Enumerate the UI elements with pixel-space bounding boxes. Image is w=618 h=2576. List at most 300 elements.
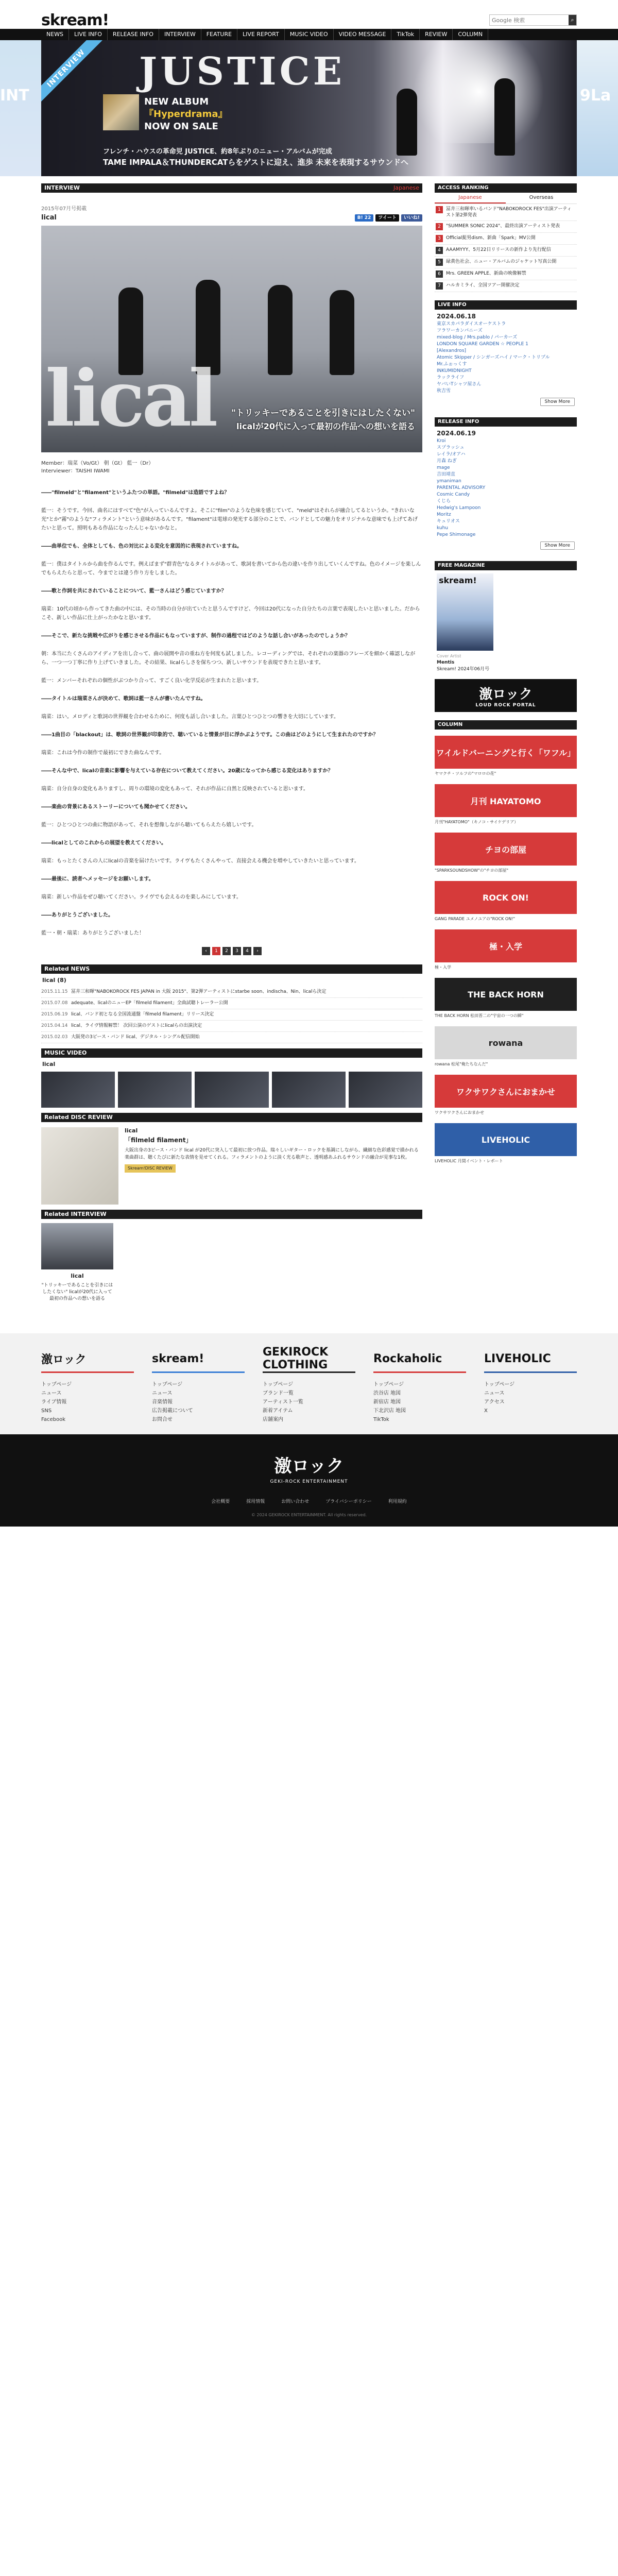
banner-light <box>402 40 556 143</box>
magazine-cover-logo: skream! <box>439 575 477 585</box>
member-figure <box>268 285 293 375</box>
nav-item[interactable]: RELEASE INFO <box>108 29 159 40</box>
next-page-icon[interactable]: › <box>253 947 262 955</box>
footer-bottom-link[interactable]: 会社概要 <box>211 1499 230 1504</box>
page-button[interactable]: 4 <box>243 947 251 955</box>
ranking-item[interactable] <box>435 245 577 257</box>
nav-item[interactable]: REVIEW <box>420 29 453 40</box>
interview-answer: 朝：本当にたくさんのアイディアを出し合って、曲の展開や音の重ね方を何度も試しました。レコーディングでは、それぞれの楽器のフレーズを細かく確認しながら、一つ一つ丁寧に作り上げていきました。その結果、licalらしさを保ちつつ、新しいサウンドを表現できたと思います。 <box>41 651 416 666</box>
news-date: 2015.04.14 <box>41 1023 68 1028</box>
banner-person <box>494 78 515 156</box>
interview-question: ――最後に、読者へメッセージをお願いします。 <box>41 876 154 882</box>
artist-row <box>41 214 422 222</box>
release-artist-link[interactable]: 月森 ねぎ <box>437 459 457 464</box>
album-line3: NOW ON SALE <box>144 121 218 132</box>
tab-overseas[interactable]: Overseas <box>529 195 554 200</box>
column-banner-title: THE BACK HORN <box>468 989 544 999</box>
footer-link[interactable]: SNS <box>41 1408 52 1414</box>
news-title[interactable]: adequate、licalのニューEP「filmeld filament」全曲試聴トレーラー公開 <box>71 1001 228 1006</box>
music-video-header: MUSIC VIDEO <box>41 1048 422 1058</box>
prev-page-icon[interactable]: ‹ <box>202 947 210 955</box>
footer-site-logo[interactable]: LIVEHOLIC <box>484 1352 551 1365</box>
photo-quote-1: "トリッキーであることを引きにはしたくない" <box>231 408 415 418</box>
section-title: INTERVIEW <box>44 184 80 191</box>
release-item <box>437 445 575 451</box>
nav-item[interactable]: LIVE INFO <box>69 29 108 40</box>
release-item <box>437 438 575 445</box>
footer-link[interactable]: トップページ <box>484 1382 515 1387</box>
footer-logo[interactable]: 激ロック <box>274 1456 344 1477</box>
release-show-more-button[interactable]: Show More <box>540 541 575 550</box>
release-item <box>437 465 575 471</box>
live-item <box>437 375 575 381</box>
column-banner[interactable] <box>435 1123 577 1163</box>
column-banner[interactable] <box>435 1026 577 1066</box>
nav-item[interactable]: NEWS <box>41 29 69 40</box>
interview-answer: 瑞菜：これは今作の制作で最初にできた曲なんです。 <box>41 750 165 756</box>
release-item <box>437 451 575 458</box>
column-banner[interactable] <box>435 978 577 1018</box>
banner-side-left-text: INT <box>0 87 29 105</box>
ranking-title[interactable]: 緑黄色社会、ニュー・アルバムのジャケット写真公開 <box>446 259 557 264</box>
footer-link[interactable]: ニュース <box>484 1391 505 1396</box>
nav-item[interactable]: VIDEO MESSAGE <box>334 29 392 40</box>
banner-side-right-text: 9La <box>580 87 611 105</box>
footer-link[interactable]: 店舗案内 <box>263 1417 283 1422</box>
news-item[interactable] <box>41 1009 422 1021</box>
magazine-cover-label: Cover Artist <box>437 654 461 658</box>
interviewer-credit: Interviewer：TAISHI IWAMI <box>41 468 110 474</box>
footer-link[interactable]: 音楽情報 <box>152 1399 173 1405</box>
footer-link[interactable]: お問合せ <box>152 1417 173 1422</box>
nav-item[interactable]: MUSIC VIDEO <box>285 29 334 40</box>
disc-jacket[interactable] <box>41 1127 118 1205</box>
footer-link[interactable]: 新宿店 地図 <box>373 1399 401 1405</box>
release-artist-link[interactable]: Hedwig's Lampoon <box>437 505 481 511</box>
banner-side-right[interactable] <box>577 40 618 176</box>
global-nav <box>0 29 618 40</box>
live-info-header: LIVE INFO <box>435 300 577 310</box>
live-artist-link[interactable]: Mr.ふぉっくす <box>437 362 467 367</box>
related-interview-header: Related INTERVIEW <box>41 1210 422 1219</box>
release-info-header: RELEASE INFO <box>435 417 577 427</box>
site-footer <box>0 1333 618 1527</box>
release-artist-link[interactable]: 吉田靖直 <box>437 472 456 477</box>
interview-answer: 瑞菜：新しい作品をぜひ聴いてください。ライヴでも会えるのを楽しみにしています。 <box>41 894 242 900</box>
interview-question: ――楽曲の背景にあるストーリーについても聞かせてください。 <box>41 804 191 810</box>
release-artist-link[interactable]: くじら <box>437 499 451 504</box>
photo-band-logo: lical <box>45 353 215 444</box>
live-artist-link[interactable]: フラワーカンパニーズ <box>437 328 483 333</box>
site-header <box>41 11 577 29</box>
release-artist-link[interactable]: Cosmic Candy <box>437 492 470 497</box>
release-item <box>437 512 575 518</box>
portal-sub: LOUD ROCK PORTAL <box>475 702 536 708</box>
column-banner[interactable] <box>435 929 577 970</box>
live-artist-link[interactable]: LONDON SQUARE GARDEN ☆ PEOPLE 1 <box>437 342 528 347</box>
live-artist-link[interactable]: ラックライフ <box>437 375 465 380</box>
news-item[interactable] <box>41 987 422 998</box>
nav-item[interactable]: TikTok <box>391 29 420 40</box>
column-banner[interactable] <box>435 881 577 921</box>
magazine-cover[interactable] <box>437 573 493 651</box>
footer-link[interactable]: 新着アイテム <box>263 1408 293 1414</box>
search-icon[interactable]: ⌕ <box>569 15 576 25</box>
footer-bottom-link[interactable]: お問い合わせ <box>281 1499 310 1504</box>
footer-site-column <box>41 1349 134 1424</box>
column-caption[interactable]: ヤマクチ・ツルフの"マロロの花" <box>435 771 496 776</box>
column-header: COLUMN <box>435 720 577 730</box>
video-thumbnail[interactable] <box>349 1072 422 1108</box>
video-thumbnail[interactable] <box>195 1072 268 1108</box>
release-artist-link[interactable]: kuhu <box>437 526 449 531</box>
footer-link[interactable]: ライブ情報 <box>41 1399 67 1405</box>
release-info <box>435 417 577 553</box>
footer-link[interactable]: 下北沢店 地図 <box>373 1408 406 1414</box>
related-news-header: Related NEWS <box>41 964 422 974</box>
live-item <box>437 381 575 388</box>
ranking-item[interactable] <box>435 233 577 245</box>
related-news-artist[interactable]: lical (8) <box>42 977 66 984</box>
live-artist-link[interactable]: INKUMIDNIGHT <box>437 368 472 374</box>
footer-site-links <box>152 1380 245 1424</box>
column-banner-title: ワクサワクさんにおまかせ <box>456 1087 555 1097</box>
interview-question: ――ありがとうございました。 <box>41 912 113 918</box>
footer-link[interactable]: 渋谷店 地図 <box>373 1391 401 1396</box>
members-credit: Member：瑞菜（Vo/Gt） 朝（Gt） 藍一（Dr） <box>41 461 154 466</box>
footer-bottom-link[interactable]: 採用情報 <box>246 1499 265 1504</box>
footer-site-underline <box>41 1371 134 1373</box>
footer-logo-sub: GEKI-ROCK ENTERTAINMENT <box>270 1479 348 1484</box>
interview-question: ――"filmeld"と"filament"というふたつの単語。"filmeld"は造語ですよね？ <box>41 490 230 496</box>
footer-link[interactable]: トップページ <box>263 1382 294 1387</box>
release-item <box>437 505 575 512</box>
video-thumbnail[interactable] <box>41 1072 115 1108</box>
interview-answer: 瑞菜：はい。メロディと歌詞の世界観を合わせるために、何度も話し合いました。言葉ひとつひとつの響きを大切にしています。 <box>41 714 339 720</box>
live-list <box>435 321 577 395</box>
ranking-title[interactable]: "SUMMER SONIC 2024"、最終出演アーティスト発表 <box>446 224 560 229</box>
news-title[interactable]: lical、バンド初となる全国流通盤「filmeld filament」リリース決定 <box>71 1012 214 1017</box>
column-banner-title: 極・入学 <box>489 941 522 952</box>
live-item <box>437 348 575 354</box>
interview-answer: 藍一・朝・瑞菜：ありがとうございました！ <box>41 930 144 936</box>
release-list <box>435 438 577 538</box>
footer-site-column <box>263 1346 355 1424</box>
article-column <box>41 183 422 1302</box>
ranking-title[interactable]: 冨井三和暉率いるバンド"NABOKOROCK FES"出演アーティスト第2弾発表 <box>446 207 572 218</box>
interview-ribbon: INTERVIEW <box>41 40 102 105</box>
release-item <box>437 532 575 538</box>
column-banner-title: 月刊 HAYATOMO <box>470 796 541 806</box>
photo-quote-2: licalが20代に入って最初の作品への想いを語る <box>236 421 415 431</box>
news-item[interactable] <box>41 1021 422 1032</box>
live-artist-link[interactable]: 秋吉雪 <box>437 388 451 394</box>
ranking-item[interactable] <box>435 221 577 233</box>
interview-answer: 瑞菜：もっとたくさんの人にlicalの音楽を届けたいです。ライヴもたくさんやって、直接会える機会を増やしていきたいと思っています。 <box>41 858 359 864</box>
release-artist-link[interactable]: Pepe Shimonage <box>437 532 476 537</box>
release-item <box>437 485 575 492</box>
live-item <box>437 328 575 334</box>
ranking-item[interactable] <box>435 257 577 268</box>
banner-artist-logo: JUSTICE <box>139 49 345 94</box>
news-date: 2015.06.19 <box>41 1012 68 1017</box>
live-item <box>437 354 575 361</box>
column-caption[interactable]: THE BACK HORN 松田晋二の"宇宙の一つの瞬" <box>435 1013 524 1018</box>
live-artist-link[interactable]: [Alexandros] <box>437 348 467 353</box>
column-banner[interactable] <box>435 833 577 873</box>
live-item <box>437 368 575 375</box>
footer-site-links <box>484 1380 577 1415</box>
album-announcement <box>144 96 228 133</box>
sidebar <box>435 183 577 1302</box>
access-ranking <box>435 183 577 292</box>
footer-site-links <box>373 1380 466 1424</box>
top-spacer <box>0 0 618 11</box>
footer-site-column <box>373 1349 466 1424</box>
footer-link[interactable]: 広告掲載について <box>152 1408 193 1414</box>
tab-japanese[interactable]: Japanese <box>435 193 506 204</box>
live-item <box>437 361 575 368</box>
ranking-item[interactable] <box>435 280 577 292</box>
magazine-issue[interactable]: Skream! 2024年06月号 <box>437 667 490 672</box>
release-artist-link[interactable]: PARENTAL ADVISORY <box>437 485 486 490</box>
rank-number: 6 <box>436 270 443 278</box>
search-input[interactable] <box>490 15 569 25</box>
column-caption[interactable]: 月刊"HAYATOMO"（キノコ・サイケデリア） <box>435 820 519 824</box>
live-show-more-button[interactable]: Show More <box>540 398 575 406</box>
rank-number: 1 <box>436 206 443 213</box>
release-item <box>437 478 575 485</box>
footer-link[interactable]: トップページ <box>41 1382 72 1387</box>
footer-site-logo[interactable]: skream! <box>152 1352 204 1365</box>
language-label[interactable]: Japanese <box>393 184 419 191</box>
rank-number: 4 <box>436 247 443 254</box>
ranking-list <box>435 204 577 292</box>
column-caption[interactable]: rowana 松尾"俺たちなんだ" <box>435 1062 488 1066</box>
column-caption[interactable]: GANG PARADE ユメノユアの"ROCK ON!" <box>435 917 516 921</box>
nav-item[interactable]: LIVE REPORT <box>237 29 285 40</box>
column-banner-title: ROCK ON! <box>483 892 529 903</box>
interview-answer: 藍一：ひとつひとつの曲に物語があって、それを想像しながら聴いてもらえたら嬉しいです。 <box>41 822 257 828</box>
footer-bottom <box>0 1434 618 1527</box>
live-artist-link[interactable]: mixed-blog / Mrs.pablo / パーカーズ <box>437 335 518 340</box>
artist-name[interactable]: lical <box>41 214 57 222</box>
related-news-list <box>41 987 422 1043</box>
footer-site-logo[interactable]: GEKIROCK CLOTHING <box>263 1346 329 1371</box>
column-banner-title: LIVEHOLIC <box>481 1134 530 1145</box>
related-interview-thumb[interactable] <box>41 1223 113 1269</box>
magazine-artist[interactable]: Mentis <box>437 660 455 665</box>
live-artist-link[interactable]: 東京スカパラダイスオーケストラ <box>437 321 506 327</box>
footer-links <box>0 1498 618 1504</box>
page-button[interactable]: 1 <box>212 947 220 955</box>
footer-link[interactable]: ニュース <box>41 1391 62 1396</box>
footer-link[interactable]: トップページ <box>373 1382 404 1387</box>
rank-number: 7 <box>436 282 443 290</box>
interview-question: ――歌と作詞を共にされていることについて、藍一さんはどう感じていますか？ <box>41 588 227 594</box>
column-banner-title: rowana <box>488 1038 523 1048</box>
release-artist-link[interactable]: mage <box>437 465 450 470</box>
footer-link[interactable]: アーティスト一覧 <box>263 1399 303 1405</box>
video-thumbnail[interactable] <box>118 1072 192 1108</box>
footer-site-underline <box>484 1371 577 1373</box>
news-title[interactable]: 大阪発の3ピース・バンド lical、デジタル・シングル配信開始 <box>71 1035 200 1040</box>
ranking-title[interactable]: ハルカミライ、全国ツアー開催決定 <box>446 283 520 288</box>
release-item <box>437 518 575 525</box>
page-button[interactable]: 2 <box>222 947 231 955</box>
footer-site-links <box>263 1380 355 1424</box>
news-item[interactable] <box>41 998 422 1009</box>
like-button[interactable]: いいね! <box>401 214 422 222</box>
release-artist-link[interactable]: スプラッシュ <box>437 445 465 450</box>
ranking-title[interactable]: AAAMYYY、5月22日リリースの新作より先行配信 <box>446 247 551 252</box>
album-title: 『Hyperdrama』 <box>144 109 228 120</box>
ranking-item[interactable] <box>435 204 577 221</box>
footer-site-links <box>41 1380 134 1424</box>
footer-link[interactable]: Facebook <box>41 1417 65 1422</box>
ranking-title[interactable]: Official髭男dism、新曲「Spark」MV公開 <box>446 235 536 241</box>
interview-answer: 藍一：そうです。今回、曲名にはすべて"色"が入っているんですよ。そこに"film"のような色味を感じていて、"meld"はそれらが融合してるというか。"きれいな光"とか"霧"のような"フィラメント"という意味があるんです。"filament"は電球の発光する部分のことで、バンドとしての魅力をオリジナルな意味でも上げてあげたいと思って。照明もある作品になったんじゃないかなと。 <box>41 508 418 531</box>
interview-question: ――licalとしてのこれからの展望を教えてください。 <box>41 840 166 846</box>
news-date: 2015.02.03 <box>41 1035 68 1040</box>
disc-title[interactable]: 「filmeld filament」 <box>125 1137 192 1144</box>
banner-caption-1: フレンチ・ハウスの革命児 JUSTICE、約8年ぶりのニュー・アルバムが完成 <box>103 148 332 156</box>
footer-site-logo[interactable]: 激ロック <box>41 1353 87 1366</box>
related-interview-card[interactable] <box>41 1223 113 1302</box>
disc-review-text: 大阪出身の3ピース・バンド lical が20代に突入して最初に放つ作品。瑞々しいギター・ロックを基調にしながら、繊細な色彩感覚で描かれる楽曲群は、聴くたびに新たな表情を見せてくれる。フィラメントのように淡く光る歌声と、透明感あふれるサウンドの融合が見事な1枚。 <box>125 1148 419 1160</box>
ranking-tabs <box>435 193 577 204</box>
news-date: 2015.11.15 <box>41 989 68 994</box>
nav-item[interactable]: INTERVIEW <box>159 29 201 40</box>
release-artist-link[interactable]: Kroi <box>437 438 446 444</box>
related-interview-desc[interactable]: "トリッキーであることを引きにはしたくない" licalが20代に入って最初の作品への想いを語る <box>41 1283 113 1301</box>
hero-banner[interactable] <box>41 40 577 176</box>
copyright: © 2024 GEKIROCK ENTERTAINMENT. All rights reserved. <box>251 1513 367 1517</box>
column-caption[interactable]: ワクサワクさんにおまかせ <box>435 1110 484 1115</box>
interview-answer: 瑞菜：自分自身の変化もありますし、周りの環境の変化もあって、それが作品に自然と反映されていると思います。 <box>41 786 308 792</box>
hatena-button[interactable]: B! 22 <box>355 214 374 222</box>
banner-person <box>397 89 417 156</box>
tweet-button[interactable]: ツイート <box>375 214 399 222</box>
release-item <box>437 498 575 505</box>
ranking-header: ACCESS RANKING <box>435 183 577 193</box>
footer-link[interactable]: TikTok <box>373 1417 389 1422</box>
pagination <box>41 947 422 955</box>
footer-bottom-link[interactable]: 利用規約 <box>388 1499 407 1504</box>
footer-link[interactable]: トップページ <box>152 1382 183 1387</box>
artist-photo <box>41 226 422 452</box>
news-date: 2015.07.08 <box>41 1001 68 1006</box>
disc-artist[interactable]: lical <box>125 1127 138 1134</box>
column-caption[interactable]: 極・入学 <box>435 965 451 970</box>
column-banner[interactable] <box>435 1075 577 1115</box>
nav-item[interactable]: COLUMN <box>453 29 488 40</box>
footer-link[interactable]: X <box>484 1408 488 1414</box>
credits <box>41 460 422 475</box>
interview-question: ――曲単位でも、全体としても、色の対比による変化を意図的に表現されていますね。 <box>41 544 242 549</box>
rank-number: 5 <box>436 259 443 266</box>
ranking-item[interactable] <box>435 268 577 280</box>
news-title[interactable]: lical、ライヴ情報解禁！ 次回公演のゲストにlicalらの出演決定 <box>71 1023 202 1028</box>
interview-question: ――そんな中で、licalの音楽に影響を与えている存在について教えてください。20歳になってから感じる変化はありますか？ <box>41 768 333 774</box>
magazine-header: FREE MAGAZINE <box>435 561 577 570</box>
live-item <box>437 341 575 348</box>
portal-logo: 激ロック <box>479 686 533 702</box>
rank-number: 2 <box>436 223 443 230</box>
release-artist-link[interactable]: レイラ/オアハ <box>437 452 466 457</box>
gekirock-portal-banner[interactable] <box>435 679 577 712</box>
footer-bottom-link[interactable]: プライバシーポリシー <box>325 1499 372 1504</box>
music-video-thumbs <box>41 1072 422 1108</box>
release-item <box>437 471 575 478</box>
footer-link[interactable]: アクセス <box>484 1399 505 1405</box>
video-thumbnail[interactable] <box>272 1072 346 1108</box>
live-artist-link[interactable]: Atomic Skipper / シンガーズハイ / マーク・トリプル <box>437 355 550 360</box>
footer-site-logo[interactable]: Rockaholic <box>373 1352 442 1365</box>
interview-question: ――タイトルは瑞菜さんが決めて、歌詞は藍一さんが書いたんですね。 <box>41 696 206 702</box>
disc-text <box>125 1127 422 1205</box>
ranking-title[interactable]: Mrs. GREEN APPLE、新曲の映像解禁 <box>446 271 526 276</box>
disc-review <box>41 1127 422 1205</box>
share-buttons <box>355 214 422 222</box>
album-line1: NEW ALBUM <box>144 96 209 107</box>
section-header-interview <box>41 183 422 193</box>
nav-item[interactable]: FEATURE <box>201 29 237 40</box>
footer-site-underline <box>152 1371 245 1373</box>
news-item[interactable] <box>41 1032 422 1043</box>
footer-site-column <box>484 1349 577 1424</box>
column-banner[interactable] <box>435 736 577 776</box>
column-list <box>435 730 577 1162</box>
column-banner-title: ワイルドバーニングと行く「ワフル」 <box>436 748 576 758</box>
page-button[interactable]: 3 <box>233 947 241 955</box>
live-item <box>437 334 575 341</box>
column-banner-title: チヨの部屋 <box>485 844 526 855</box>
interview-body <box>41 488 422 938</box>
release-artist-link[interactable]: キュリオス <box>437 519 460 524</box>
music-video-artist[interactable]: lical <box>42 1061 56 1067</box>
member-figure <box>330 290 354 375</box>
column-banner[interactable] <box>435 784 577 824</box>
footer-site-underline <box>373 1371 466 1373</box>
live-artist-link[interactable]: ヤバいTシャツ屋さん <box>437 382 482 387</box>
footer-site-underline <box>263 1371 355 1373</box>
release-item <box>437 525 575 532</box>
related-disc-header: Related DISC REVIEW <box>41 1113 422 1122</box>
interview-question: ――1曲目の「blackout」は、歌詞の世界観が印象的で、聴いていると情景が目に浮かぶようです。この曲はどのようにして生まれたのですか？ <box>41 732 379 738</box>
footer-sites <box>41 1346 577 1424</box>
footer-link[interactable]: ニュース <box>152 1391 173 1396</box>
interview-answer: 藍一：メンバーそれぞれの個性がぶつかり合って、すごく良い化学反応が生まれたと思います。 <box>41 678 262 684</box>
release-date: 2024.06.19 <box>437 430 476 437</box>
live-item <box>437 321 575 328</box>
footer-link[interactable]: ブランド一覧 <box>263 1391 294 1396</box>
news-title[interactable]: 冨井三和暉"NABOKOROCK FES JAPAN in 大阪 2015"、第2弾アーティストにstarbe soon、indischa、Nin、licalら決定 <box>71 989 327 994</box>
column-caption[interactable]: "SPARKSOUNDSHOW"の"チヨの部屋" <box>435 868 509 873</box>
footer-site-column <box>152 1349 245 1424</box>
free-magazine <box>435 561 577 712</box>
release-artist-link[interactable]: Moritz <box>437 512 451 517</box>
search-box <box>489 14 577 26</box>
banner-side-left[interactable] <box>0 40 41 176</box>
release-artist-link[interactable]: ymaniman <box>437 479 461 484</box>
site-logo[interactable]: skream! <box>41 11 109 29</box>
column-caption[interactable]: LIVEHOLIC 月間イベント・レポート <box>435 1159 503 1163</box>
rank-number: 3 <box>436 235 443 242</box>
related-interview-artist[interactable]: lical <box>71 1273 84 1279</box>
album-cover <box>103 94 139 130</box>
disc-review-tag: Skream!DISC REVIEW <box>125 1164 176 1173</box>
